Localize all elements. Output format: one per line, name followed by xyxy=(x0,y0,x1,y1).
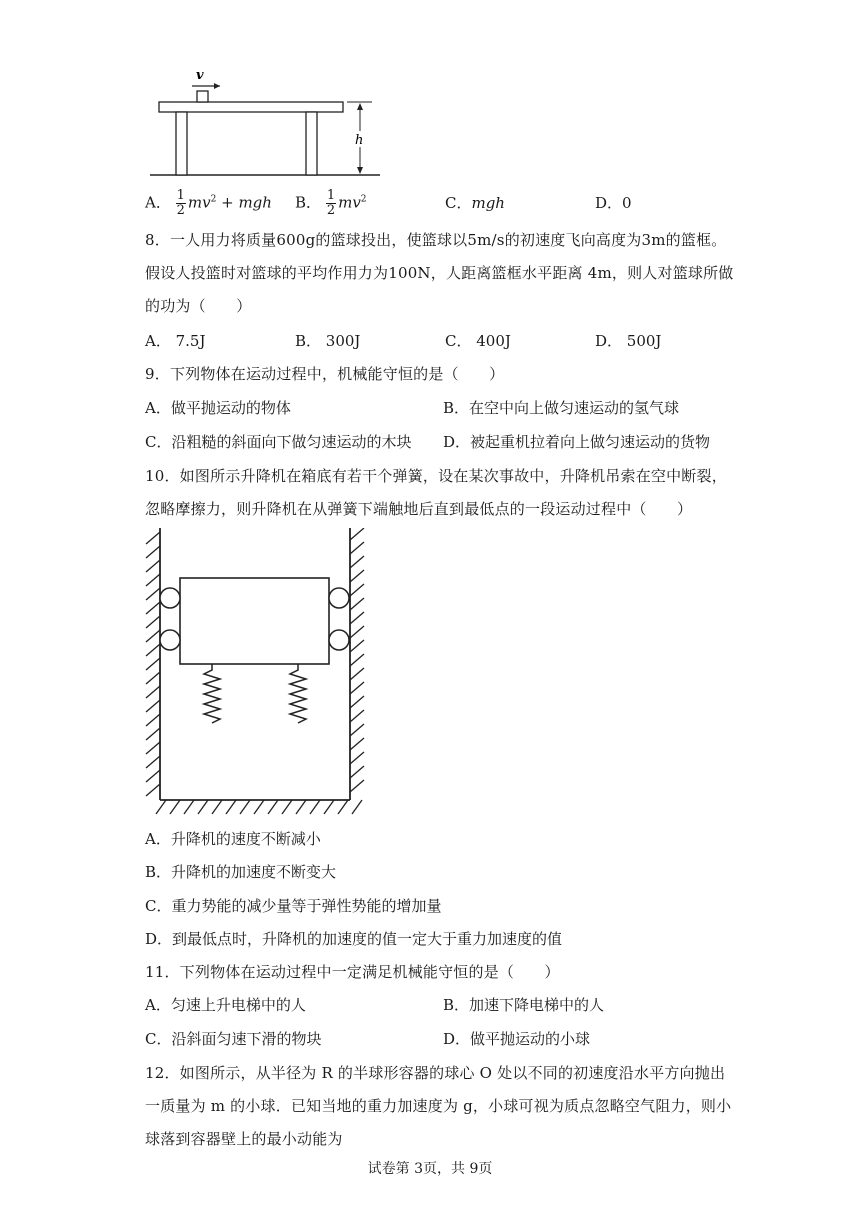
spring-right xyxy=(290,664,306,723)
q12-line-2: 一质量为 m 的小球．已知当地的重力加速度为 g，小球可视为质点忽略空气阻力，则小 xyxy=(145,1097,732,1115)
q10-option-d[interactable]: D．到最低点时，升降机的加速度的值一定大于重力加速度的值 xyxy=(145,930,563,948)
q7-option-c[interactable]: C．mgh xyxy=(445,194,505,212)
elevator-car xyxy=(180,578,329,664)
q8-option-c[interactable]: C． 400J xyxy=(445,332,511,350)
spring-left xyxy=(204,664,220,723)
elevator-figure xyxy=(140,528,370,820)
page-footer: 试卷第 3页，共 9页 xyxy=(367,1161,493,1177)
q11-option-a[interactable]: A．匀速上升电梯中的人 xyxy=(145,996,306,1014)
q11-option-d[interactable]: D．做平抛运动的小球 xyxy=(443,1030,591,1048)
q8-option-a[interactable]: A． 7.5J xyxy=(145,332,206,350)
q8-option-d[interactable]: D． 500J xyxy=(595,332,662,350)
height-label: h xyxy=(355,133,364,148)
q7-option-b[interactable]: B． $\frac{1}{2}$ $mv^2$ xyxy=(295,188,367,218)
q11-stem: 11．下列物体在运动过程中一定满足机械能守恒的是（ ） xyxy=(145,963,560,981)
q7-option-a[interactable]: A． $\frac{1}{2}$ $mv^2$ + mgh xyxy=(145,188,272,218)
q10-line-1: 10．如图所示升降机在箱底有若干个弹簧，设在某次事故中，升降机吊索在空中断裂， xyxy=(145,467,727,485)
q8-line-2: 假设人投篮时对篮球的平均作用力为100N，人距离篮框水平距离 4m，则人对篮球所做 xyxy=(145,264,734,282)
q10-option-c[interactable]: C．重力势能的减少量等于弹性势能的增加量 xyxy=(145,897,442,915)
q9-option-d[interactable]: D．被起重机拉着向上做匀速运动的货物 xyxy=(443,433,711,451)
q11-option-c[interactable]: C．沿斜面匀速下滑的物块 xyxy=(145,1030,322,1048)
q11-option-b[interactable]: B．加速下降电梯中的人 xyxy=(443,996,605,1014)
q8-line-3: 的功为（ ） xyxy=(145,297,252,315)
q7-option-d[interactable]: D．0 xyxy=(595,194,632,212)
q10-line-2: 忽略摩擦力，则升降机在从弹簧下端触地后直到最低点的一段运动过程中（ ） xyxy=(145,500,693,518)
q9-option-c[interactable]: C．沿粗糙的斜面向下做匀速运动的木块 xyxy=(145,433,412,451)
q10-option-a[interactable]: A．升降机的速度不断减小 xyxy=(145,830,321,848)
q8-line-1: 8．一人用力将质量600g的篮球投出，使篮球以5m/s的初速度飞向高度为3m的篮框。 xyxy=(145,231,727,249)
sliding-block xyxy=(197,91,208,102)
q9-option-b[interactable]: B．在空中向上做匀速运动的氢气球 xyxy=(443,399,680,417)
velocity-label: v xyxy=(196,68,204,83)
q8-option-b[interactable]: B． 300J xyxy=(295,332,361,350)
q10-option-b[interactable]: B．升降机的加速度不断变大 xyxy=(145,863,337,881)
q12-line-1: 12．如图所示，从半径为 R 的半球形容器的球心 O 处以不同的初速度沿水平方向抛出 xyxy=(145,1064,726,1082)
q12-line-3: 球落到容器壁上的最小动能为 xyxy=(145,1130,343,1148)
q9-stem: 9．下列物体在运动过程中，机械能守恒的是（ ） xyxy=(145,365,505,383)
q9-option-a[interactable]: A．做平抛运动的物体 xyxy=(145,399,291,417)
table-figure xyxy=(150,66,380,182)
